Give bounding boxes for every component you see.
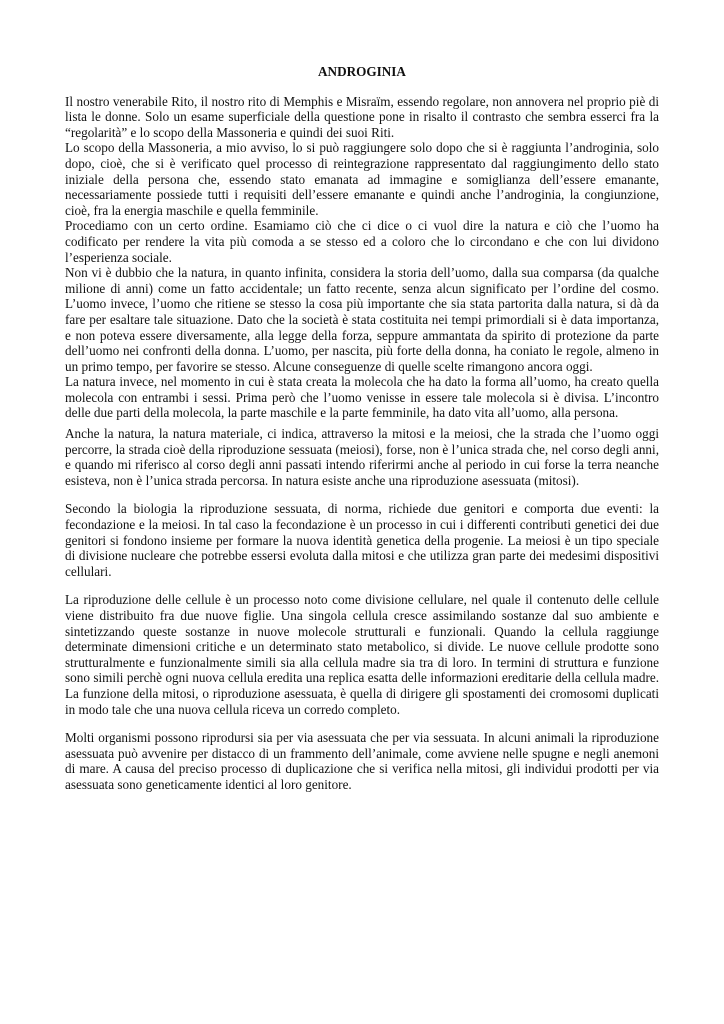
paragraph-5: La natura invece, nel momento in cui è stata creata la molecola che ha dato la forma all’uomo, ha creato quella molecola con entrambi i sessi. Prima però che l’uomo venisse in essere tale molecola si è divisa. L’incontro delle due parti della molecola, la parte maschile e la parte femminile, ha dato vita all’uomo, alla persona. <box>65 374 659 421</box>
paragraph-8: La riproduzione delle cellule è un processo noto come divisione cellulare, nel quale il contenuto delle cellule viene distribuito fra due nuove figlie. Una singola cellula cresce assimilando sostanze dal suo ambiente e sintetizzando queste sostanze in nuove molecole strutturali e funzionali. Quando la cellula raggiunge determinate dimensioni critiche e un determinato stato metabolico, si divide. Le nuove cellule prodotte sono strutturalmente e funzionalmente simili sia alla cellula madre sia tra di loro. In termini di struttura e funzione sono simili perchè ogni nuova cellula eredita una replica esatta delle informazioni ereditarie della cellula madre. La funzione della mitosi, o riproduzione asessuata, è quella di dirigere gli spostamenti dei cromosomi duplicati in modo tale che una nuova cellula riceva un corredo completo. <box>65 592 659 717</box>
paragraph-7: Secondo la biologia la riproduzione sessuata, di norma, richiede due genitori e comporta due eventi: la fecondazione e la meiosi. In tal caso la fecondazione è un processo in cui i differenti contributi genetici dei due genitori si fondono insieme per formare la nuova identità genetica della progenie. La meiosi è un tipo speciale di divisione nucleare che potrebbe essersi evoluta dalla mitosi e che utilizza gran parte dei medesimi dispositivi cellulari. <box>65 501 659 579</box>
paragraph-9: Molti organismi possono riprodursi sia per via asessuata che per via sessuata. In alcuni animali la riproduzione asessuata può avvenire per distacco di un frammento dell’animale, come avviene nelle spugne e negli anemoni di mare. A causa del preciso processo di duplicazione che si verifica nella mitosi, gli individui prodotti per via asessuata sono geneticamente identici al loro genitore. <box>65 730 659 792</box>
paragraph-4: Non vi è dubbio che la natura, in quanto infinita, considera la storia dell’uomo, dalla sua comparsa (da qualche milione di anni) come un fatto accidentale; un fatto recente, senza alcun significato per l’ordine del cosmo. L’uomo invece, l’uomo che ritiene se stesso la cosa più importante che sia stata partorita dalla natura, si dà da fare per esaltare tale situazione. Dato che la società è stata costituita nei tempi primordiali si è data importanza, e non poteva essere diversamente, alla legge della forza, seppure ammantata da spirito di protezione da parte dell’uomo nei confronti della donna. L’uomo, per nascita, più forte della donna, ha coniato le regole, almeno in un primo tempo, per favorire se stesso. Alcune conseguenze di quelle scelte rimangono ancora oggi. <box>65 265 659 374</box>
paragraph-3: Procediamo con un certo ordine. Esamiamo ciò che ci dice o ci vuol dire la natura e ciò che l’uomo ha codificato per rendere la vita più comoda a se stesso ed a coloro che lo circondano e che con lui dividono l’esperienza sociale. <box>65 218 659 265</box>
document-page <box>65 64 659 793</box>
document-title: ANDROGINIA <box>318 64 406 79</box>
paragraph-1: Il nostro venerabile Rito, il nostro rito di Memphis e Misraïm, essendo regolare, non annovera nel proprio piè di lista le donne. Solo un esame superficiale della questione pone in risalto il contrasto che sembra esserci fra la “regolarità” e lo scopo della Massoneria e quindi dei suoi Riti. <box>65 93 659 140</box>
paragraph-6: Anche la natura, la natura materiale, ci indica, attraverso la mitosi e la meiosi, che la strada che l’uomo oggi percorre, la strada cioè della riproduzione sessuata (meiosi), forse, non è l’unica strada che, nel corso degli anni, e quando mi riferisco al corso degli anni passati intendo riferirmi anche al periodo in cui forse la terra neanche esisteva, non è l’unica strada percorsa. In natura esiste anche una riproduzione asessuata (mitosi). <box>65 426 659 488</box>
paragraph-2: Lo scopo della Massoneria, a mio avviso, lo si può raggiungere solo dopo che si è raggiunta l’androginia, solo dopo, cioè, che si è verificato quel processo di reintegrazione rappresentato dal raggiungimento dello stato iniziale della persona che, essendo stato emanata ad immagine e somiglianza dell’essere emanante, necessariamente possiede tutti i requisiti dell’essere emanante e quindi anche l’androginia, la congiunzione, cioè, fra la energia maschile e quella femminile. <box>65 140 659 218</box>
